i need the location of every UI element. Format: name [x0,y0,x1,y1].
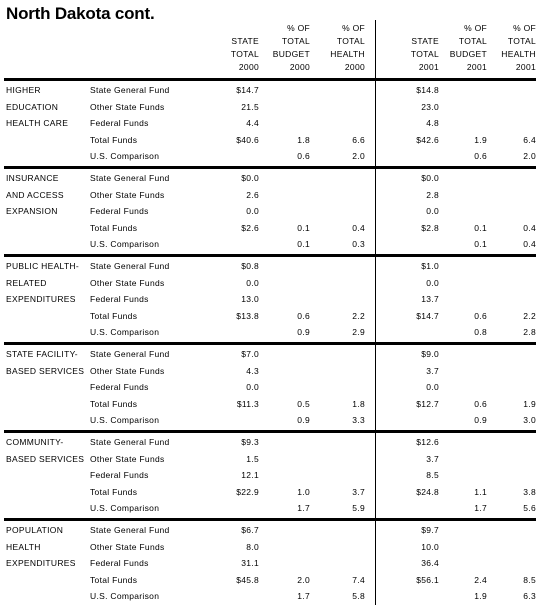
column-header-line: % OF [342,23,365,33]
table-cell: 5.6 [523,503,536,514]
table-cell: 0.6 [297,151,310,162]
section-name: STATE FACILITY- [6,349,78,359]
table-cell: 4.8 [426,118,439,129]
column-header-line: STATE [411,36,439,46]
table-cell: 0.0 [246,382,259,393]
row-label: Total Funds [90,574,138,585]
table-cell: 1.0 [297,486,310,497]
table-cell: 0.6 [474,310,487,321]
table-row [0,468,540,484]
table-cell: 23.0 [421,101,439,112]
table-cell: $22.9 [236,486,259,497]
section-name: HEALTH [6,541,41,552]
table-row [0,100,540,116]
column-header-line [411,22,439,35]
table-cell: 1.5 [246,453,259,464]
table-cell: $0.0 [241,173,259,183]
column-header [450,22,487,74]
table-cell: $14.7 [236,85,259,95]
table-row [0,452,540,468]
table-cell: 13.7 [421,294,439,305]
section-name: EXPENDITURES [6,558,76,569]
column-header-line: 2000 [238,62,259,72]
table-cell: 8.5 [426,470,439,481]
table-row [0,435,540,451]
table-cell: 0.3 [352,239,365,250]
table-cell: $1.0 [421,261,439,271]
section-divider [4,166,536,169]
table-cell: $14.7 [416,310,439,321]
table-cell: 2.2 [523,310,536,321]
row-label: Federal Funds [90,470,149,481]
table-cell: 3.0 [523,415,536,426]
column-header-line: HEALTH [501,49,536,59]
column-header-line: 2001 [515,62,536,72]
row-label: U.S. Comparison [90,503,160,514]
table-cell: 4.4 [246,118,259,129]
table-cell: 5.8 [352,591,365,602]
table-cell: 0.6 [474,151,487,162]
table-cell: 3.3 [352,415,365,426]
table-row [0,221,540,237]
table-cell: 2.4 [474,574,487,585]
table-row [0,364,540,380]
row-label: State General Fund [90,85,170,95]
table-cell: 8.5 [523,574,536,585]
table-row [0,171,540,187]
table-cell: 0.0 [246,277,259,288]
row-label: Total Funds [90,222,138,233]
table-cell: 2.9 [352,327,365,338]
column-header-line: BUDGET [272,49,310,59]
table-cell: 10.0 [421,541,439,552]
row-label: Federal Funds [90,118,149,129]
column-header-line: STATE [231,36,259,46]
table-cell: 0.6 [297,310,310,321]
column-header-line: % OF [464,23,487,33]
column-header [330,22,365,74]
section-name: EXPENDITURES [6,294,76,305]
column-header [411,22,439,74]
table-cell: 2.6 [246,189,259,200]
table-row [0,485,540,501]
row-label: Other State Funds [90,365,165,376]
table-cell: 2.0 [523,151,536,162]
row-label: State General Fund [90,349,170,359]
column-header-line: TOTAL [458,36,487,46]
row-label: Other State Funds [90,277,165,288]
column-header-line: % OF [513,23,536,33]
section-name: HEALTH CARE [6,118,69,129]
table-cell: $13.8 [236,310,259,321]
row-label: Total Funds [90,310,138,321]
section-name: BASED SERVICES [6,365,85,376]
column-header-line: % OF [287,23,310,33]
section-divider [4,254,536,257]
table-cell: $2.6 [241,222,259,233]
section-name: HIGHER [6,85,41,95]
section-name: COMMUNITY- [6,437,64,447]
table-cell: $7.0 [241,349,259,359]
column-header-line: HEALTH [330,49,365,59]
table-row [0,380,540,396]
row-label: Other State Funds [90,541,165,552]
table-row [0,204,540,220]
section-divider [4,78,536,81]
table-row [0,397,540,413]
table-row [0,325,540,341]
table-row [0,276,540,292]
table-row [0,523,540,539]
row-label: Federal Funds [90,382,149,393]
table-cell: $11.3 [236,398,259,409]
table-row [0,83,540,99]
table-cell: 3.8 [523,486,536,497]
table-cell: $12.6 [416,437,439,447]
table-cell: 0.6 [474,398,487,409]
column-header-line: 2001 [466,62,487,72]
table-row [0,347,540,363]
table-cell: 3.7 [352,486,365,497]
table-cell: 36.4 [421,558,439,569]
section-name: RELATED [6,277,47,288]
column-header-line: 2001 [418,62,439,72]
table-cell: 2.2 [352,310,365,321]
table-cell: 0.4 [352,222,365,233]
section-name: INSURANCE [6,173,59,183]
table-row [0,116,540,132]
table-cell: 1.7 [297,503,310,514]
table-cell: 0.1 [297,239,310,250]
table-cell: $0.8 [241,261,259,271]
section-name: EDUCATION [6,101,59,112]
table-cell: 0.9 [297,415,310,426]
table-cell: 0.9 [474,415,487,426]
column-header-line: BUDGET [449,49,487,59]
section-divider [4,342,536,345]
section-name: POPULATION [6,525,64,535]
table-cell: $40.6 [236,134,259,145]
section-name: EXPANSION [6,206,58,217]
column-header [231,22,259,74]
table-cell: 0.1 [474,222,487,233]
row-label: State General Fund [90,173,170,183]
column-header-line [231,22,259,35]
table-row [0,589,540,605]
table-cell: 2.0 [297,574,310,585]
table-cell: 21.5 [241,101,259,112]
table-cell: $24.8 [416,486,439,497]
table-cell: $9.7 [421,525,439,535]
column-header-line: TOTAL [230,49,259,59]
table-cell: 7.4 [352,574,365,585]
table-cell: 0.0 [426,277,439,288]
section-name: AND ACCESS [6,189,64,200]
row-label: Other State Funds [90,189,165,200]
row-label: Federal Funds [90,294,149,305]
table-cell: 2.8 [426,189,439,200]
table-cell: 1.8 [352,398,365,409]
table-cell: $12.7 [416,398,439,409]
row-label: State General Fund [90,525,170,535]
row-label: U.S. Comparison [90,151,160,162]
table-cell: $56.1 [416,574,439,585]
section-divider [4,430,536,433]
row-label: Federal Funds [90,206,149,217]
table-cell: 0.1 [474,239,487,250]
row-label: State General Fund [90,437,170,447]
table-row [0,573,540,589]
page-title: North Dakota cont. [6,4,155,23]
table-cell: 3.7 [426,365,439,376]
table-cell: 0.4 [523,239,536,250]
row-label: Total Funds [90,486,138,497]
table-cell: 5.9 [352,503,365,514]
table-cell: 1.8 [297,134,310,145]
row-label: U.S. Comparison [90,415,160,426]
table-cell: 1.9 [474,591,487,602]
row-label: Total Funds [90,134,138,145]
table-cell: 0.4 [523,222,536,233]
table-cell: 6.3 [523,591,536,602]
table-cell: 0.8 [474,327,487,338]
table-row [0,188,540,204]
column-header-line: TOTAL [336,36,365,46]
table-cell: $9.0 [421,349,439,359]
table-cell: 1.9 [474,134,487,145]
table-cell: 0.0 [426,382,439,393]
table-cell: 1.7 [474,503,487,514]
table-cell: 3.7 [426,453,439,464]
table-cell: 6.4 [523,134,536,145]
table-cell: $42.6 [416,134,439,145]
table-cell: 0.9 [297,327,310,338]
row-label: U.S. Comparison [90,327,160,338]
table-row [0,413,540,429]
column-header-line: TOTAL [281,36,310,46]
table-cell: 8.0 [246,541,259,552]
table-cell: $14.8 [416,85,439,95]
table-cell: 0.5 [297,398,310,409]
column-header [501,22,536,74]
column-header [273,22,310,74]
section-name: BASED SERVICES [6,453,85,464]
column-header-line: 2000 [344,62,365,72]
table-cell: $2.8 [421,222,439,233]
table-row [0,259,540,275]
table-cell: $6.7 [241,525,259,535]
column-header-line: TOTAL [410,49,439,59]
section-name: PUBLIC HEALTH- [6,261,80,271]
table-cell: 12.1 [241,470,259,481]
table-row [0,292,540,308]
row-label: Total Funds [90,398,138,409]
table-row [0,309,540,325]
table-cell: 2.8 [523,327,536,338]
section-divider [4,518,536,521]
table-cell: 0.0 [246,206,259,217]
table-cell: 1.1 [474,486,487,497]
table-cell: 0.1 [297,222,310,233]
table-cell: 1.9 [523,398,536,409]
table-row [0,237,540,253]
table-row [0,501,540,517]
table-row [0,149,540,165]
table-row [0,540,540,556]
table-cell: $0.0 [421,173,439,183]
row-label: Other State Funds [90,453,165,464]
table-cell: 4.3 [246,365,259,376]
table-cell: 13.0 [241,294,259,305]
table-cell: 6.6 [352,134,365,145]
table-cell: 2.0 [352,151,365,162]
table-row [0,133,540,149]
row-label: U.S. Comparison [90,239,160,250]
row-label: U.S. Comparison [90,591,160,602]
row-label: State General Fund [90,261,170,271]
table-cell: $9.3 [241,437,259,447]
table-cell: $45.8 [236,574,259,585]
row-label: Federal Funds [90,558,149,569]
table-cell: 1.7 [297,591,310,602]
row-label: Other State Funds [90,101,165,112]
table-cell: 0.0 [426,206,439,217]
table-cell: 31.1 [241,558,259,569]
table-row [0,556,540,572]
column-header-line: 2000 [289,62,310,72]
column-header-line: TOTAL [507,36,536,46]
